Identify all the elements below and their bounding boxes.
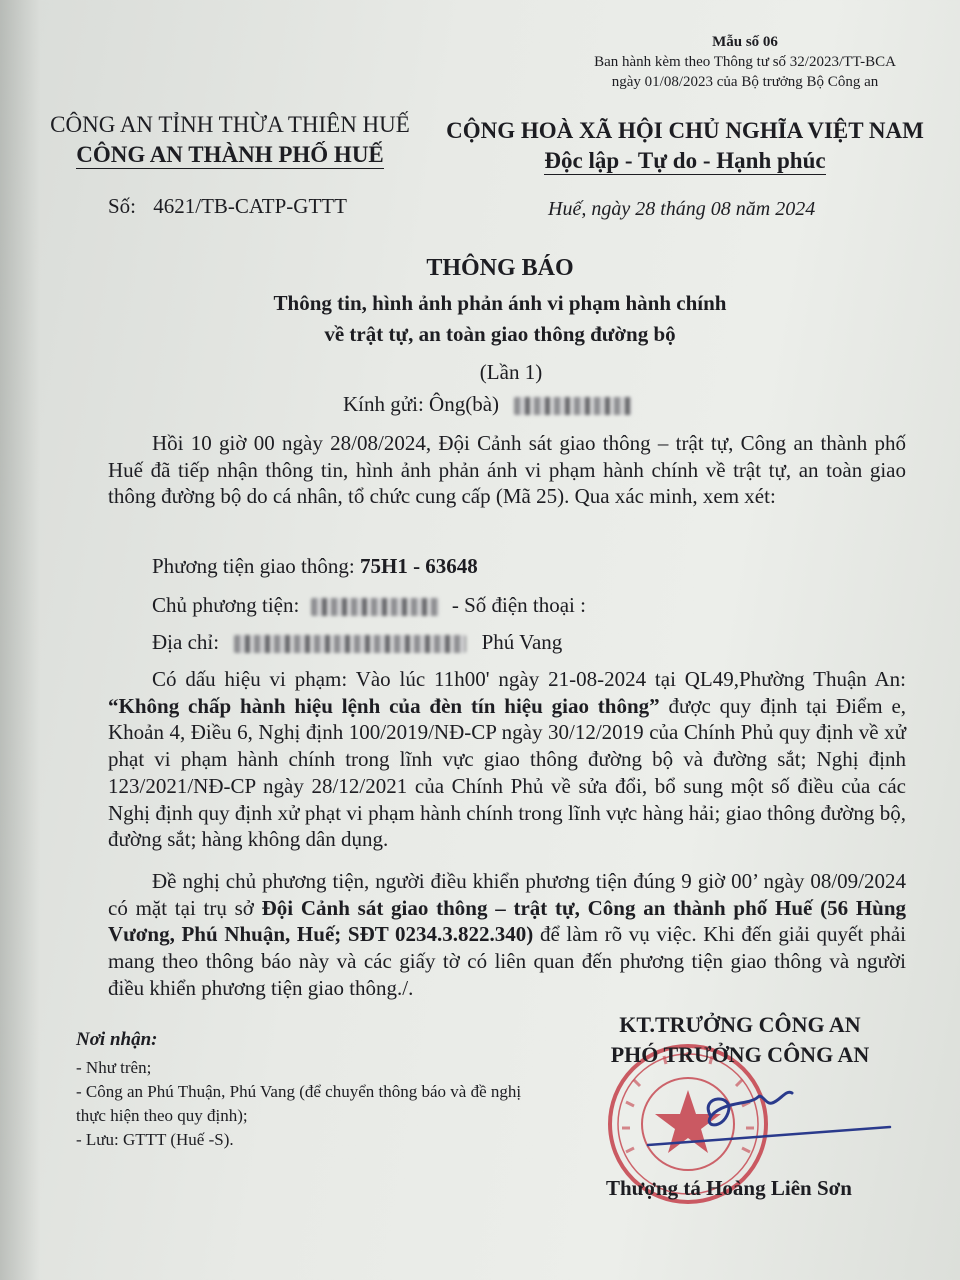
state-name: CỘNG HOÀ XÃ HỘI CHỦ NGHĨA VIỆT NAM	[446, 118, 924, 143]
vehicle-label: Phương tiện giao thông:	[152, 554, 355, 578]
state-header	[440, 116, 930, 176]
address-line	[152, 629, 562, 656]
signature-line-2: PHÓ TRƯỞNG CÔNG AN	[610, 1042, 870, 1067]
place-date: Huế, ngày 28 tháng 08 năm 2024	[548, 198, 816, 220]
doc-number-value: 4621/TB-CATP-GTTT	[153, 194, 347, 218]
addressee-line	[343, 391, 632, 418]
form-issued-date: ngày 01/08/2023 của Bộ trưởng Bộ Công an	[611, 74, 879, 90]
request-prefix: Đề nghị chủ phương tiện, người điều khiển phương tiện đúng 9 giờ 00’ ngày 08/09/2024 có mặt tại trụ sở	[108, 869, 906, 920]
redacted-owner	[311, 598, 439, 616]
form-issued-with: Ban hành kèm theo Thông tư số 32/2023/TT-BCA	[594, 54, 896, 70]
recipient-item: - Như trên;	[76, 1058, 152, 1077]
notice-subtitle-2: về trật tự, an toàn giao thông đường bộ	[324, 322, 676, 346]
signature-line-1: KT.TRƯỞNG CÔNG AN	[619, 1012, 861, 1037]
request-paragraph	[108, 868, 906, 1002]
doc-number-label: Số:	[108, 194, 137, 218]
request-suffix: để làm rõ vụ việc. Khi đến giải quyết phải mang theo thông báo này và các giấy tờ có liên quan đến phương tiện giao thông và người điều khiển phương tiện giao thông./.	[108, 922, 907, 1000]
violation-name: “Không chấp hành hiệu lệnh của đèn tín hiệu giao thông”	[108, 693, 660, 718]
recipients-block	[76, 1028, 526, 1152]
vehicle-plate: 75H1 - 63648	[359, 554, 478, 578]
violation-prefix: Có dấu hiệu vi phạm: Vào lúc 11h00' ngày 21-08-2024 tại QL49,Phường Thuận An:	[152, 667, 906, 691]
redacted-name	[514, 397, 632, 415]
owner-line	[152, 592, 586, 619]
address-label: Địa chỉ:	[152, 630, 220, 654]
notice-round: (Lần 1)	[479, 360, 543, 384]
request-place: Đội Cảnh sát giao thông – trật tự, Công an thành phố Huế (56 Hùng Vương, Phú Nhuận, Huế; SĐT 0234.3.822.340)	[108, 895, 907, 947]
form-number: Mẫu số 06	[712, 34, 778, 50]
agency-header	[30, 110, 430, 170]
agency-parent: CÔNG AN TỈNH THỪA THIÊN HUẾ	[50, 112, 410, 137]
document-number	[108, 194, 347, 219]
handwritten-signature-icon	[640, 1075, 900, 1155]
signer-name: Thượng tá Hoàng Liên Sơn	[606, 1176, 852, 1200]
violation-paragraph	[108, 666, 906, 853]
violation-suffix: được quy định tại Điểm e, Khoản 4, Điều 6, Nghị định 100/2019/NĐ-CP ngày 30/12/2019 của Chính Phủ quy định về xử phạt vi phạm hành chính trong lĩnh vực giao thông đường bộ và đường sắt; Nghị định 123/2021/NĐ-CP ngày 28/12/2021 của Chính Phủ về sửa đổi, bổ sung một số điều của các Nghị định quy định xử phạt vi phạm hành chính trong lĩnh vực hàng hải; giao thông đường bộ, đường sắt; hàng không dân dụng.	[108, 693, 907, 852]
address-tail: Phú Vang	[481, 630, 563, 654]
vehicle-line	[152, 553, 478, 580]
notice-title: THÔNG BÁO	[426, 255, 574, 281]
intro-paragraph: Hồi 10 giờ 00 ngày 28/08/2024, Đội Cảnh sát giao thông – trật tự, Công an thành phố Huế đã tiếp nhận thông tin, hình ảnh phản ánh vi phạm hành chính về trật tự, an toàn giao thông đường bộ do cá nhân, tổ chức cung cấp (Mã 25). Qua xác minh, xem xét:	[108, 431, 906, 509]
phone-label: - Số điện thoại :	[451, 593, 586, 617]
agency-name: CÔNG AN THÀNH PHỐ HUẾ	[76, 142, 384, 167]
owner-label: Chủ phương tiện:	[152, 593, 300, 617]
addressee-label: Kính gửi: Ông(bà)	[343, 392, 500, 416]
page-edge-shadow	[0, 0, 40, 1280]
recipients-heading: Nơi nhận:	[76, 1029, 158, 1050]
state-motto: Độc lập - Tự do - Hạnh phúc	[544, 148, 826, 173]
form-note	[580, 32, 910, 92]
recipient-item: - Lưu: GTTT (Huế -S).	[76, 1130, 234, 1149]
redacted-address	[234, 635, 466, 653]
recipient-item: - Công an Phú Thuận, Phú Vang (để chuyển thông báo và đề nghị thực hiện theo quy định);	[76, 1082, 522, 1125]
signature-title	[590, 1010, 890, 1070]
notice-subtitle-1: Thông tin, hình ảnh phản ánh vi phạm hành chính	[273, 291, 727, 315]
